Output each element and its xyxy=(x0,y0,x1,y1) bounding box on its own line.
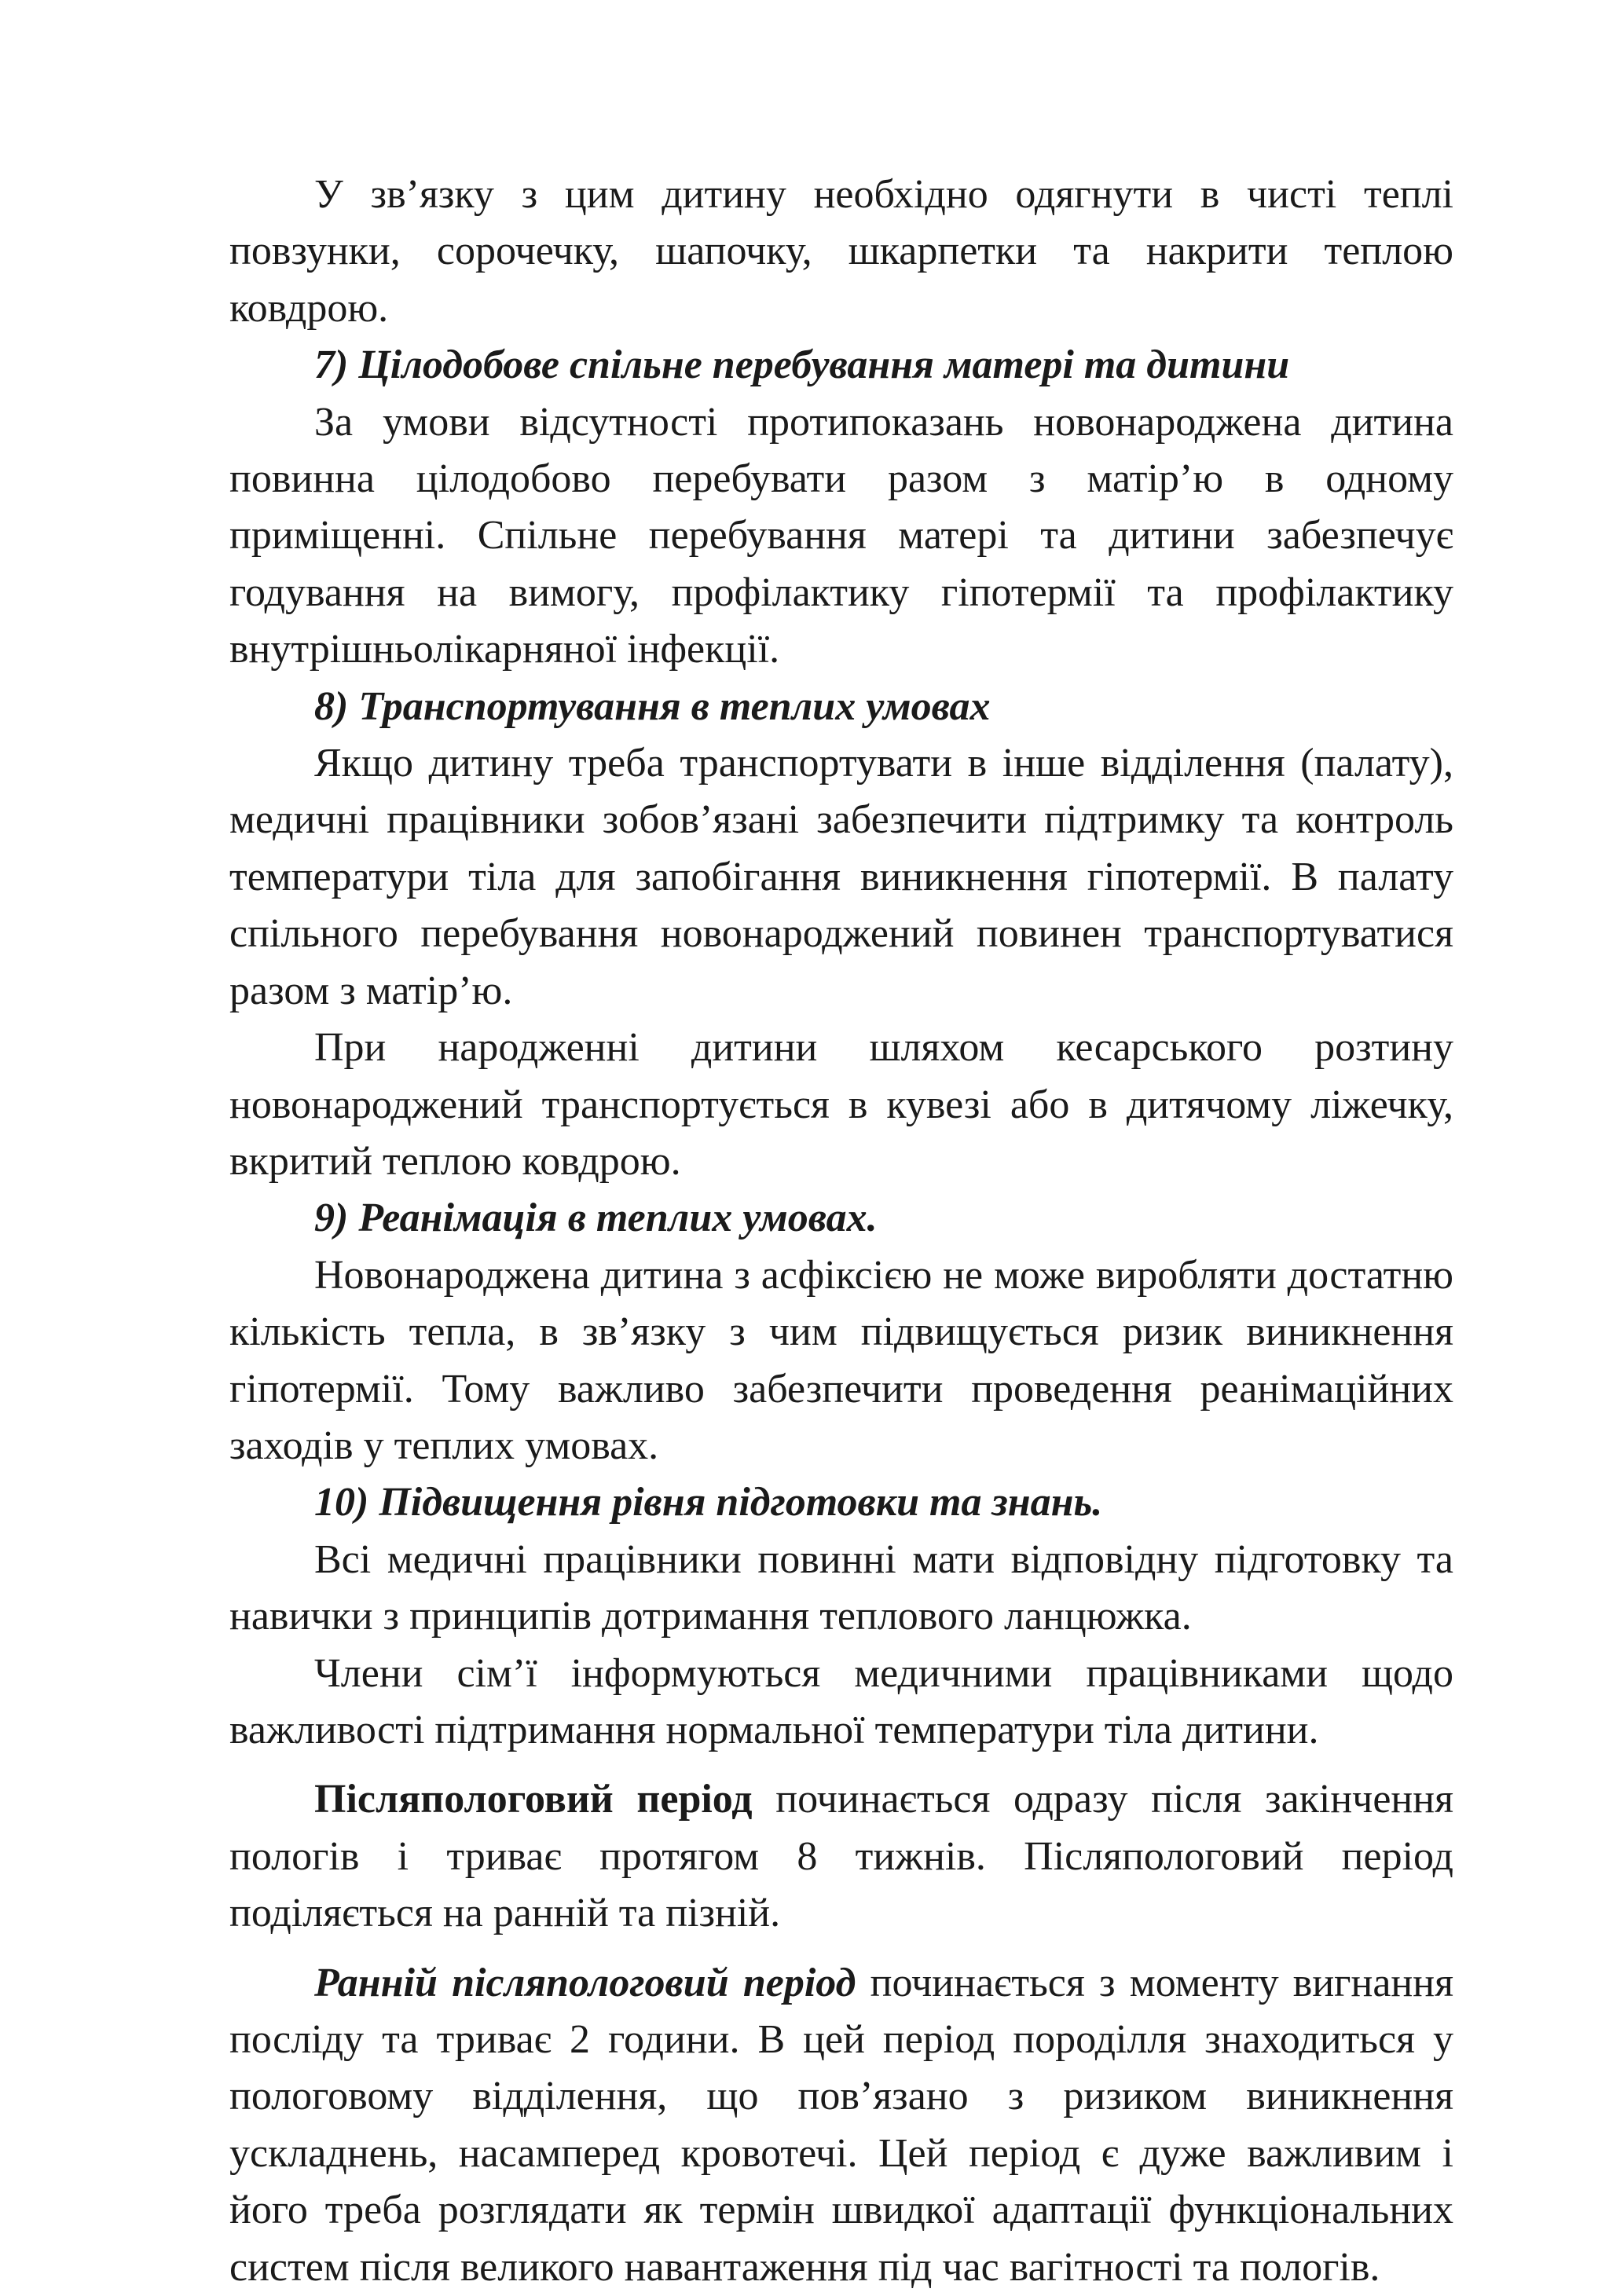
postpartum-text: починається одразу після закінчення пологів і триває протягом 8 тижнів. Післяпологовий період поділяється на ранній та пізній. xyxy=(229,1777,1453,1936)
section-heading: 8) Транспортування в теплих умовах xyxy=(314,683,991,729)
section-heading: 10) Підвищення рівня підготовки та знань. xyxy=(314,1480,1103,1525)
postpartum-term: Післяпологовий період xyxy=(314,1777,753,1822)
paragraph: Всі медичні працівники повинні мати відповідну підготовку та навички з принципів дотримання теплового ланцюжка. xyxy=(229,1536,1453,1639)
section-heading: 9) Реанімація в теплих умовах. xyxy=(314,1196,878,1241)
early-postpartum-paragraph xyxy=(229,1955,1453,2296)
paragraph: Члени сім’ї інформуються медичними працівниками щодо важливості підтримання нормальної температури тіла дитини. xyxy=(229,1650,1453,1752)
paragraph: Якщо дитину треба транспортувати в інше відділення (палату), медичні працівники зобов’язані забезпечити підтримку та контроль температури тіла для запобігання виникнення гіпотермії. В палату спільного перебування новонароджений повинен транспортуватися разом з матір’ю. xyxy=(229,741,1453,1013)
postpartum-paragraph xyxy=(229,1771,1453,1942)
early-postpartum-text: починається з моменту вигнання посліду та триває 2 години. В цей період породілля знаходиться у пологовому відділення, що пов’язано з ризиком виникнення ускладнень, насамперед кровотечі. Цей період є дуже важливим і його треба розглядати як термін швидкої адаптації функціональних систем після великого навантаження під час вагітності та пологів. xyxy=(229,1960,1453,2290)
page-text xyxy=(229,167,1453,2296)
early-postpartum-term: Ранній післяпологовий період xyxy=(314,1960,856,2005)
paragraph: При народженні дитини шляхом кесарського розтину новонароджений транспортується в кувезі або в дитячому ліжечку, вкритий теплою ковдрою. xyxy=(229,1025,1453,1184)
paragraph: За умови відсутності протипоказань новонароджена дитина повинна цілодобово перебувати разом з матір’ю в одному приміщенні. Спільне перебування матері та дитини забезпечує годування на вимогу, профілактику гіпотермії та профілактику внутрішньолікарняної інфекції. xyxy=(229,399,1453,672)
section-heading: 7) Цілодобове спільне перебування матері та дитини xyxy=(314,342,1290,388)
paragraph: У зв’язку з цим дитину необхідно одягнути в чисті теплі повзунки, сорочечку, шапочку, шкарпетки та накрити теплою ковдрою. xyxy=(229,172,1453,331)
paragraph: Новонароджена дитина з асфіксією не може виробляти достатню кількість тепла, в зв’язку з чим підвищується ризик виникнення гіпотермії. Тому важливо забезпечити проведення реанімаційних заходів у теплих умовах. xyxy=(229,1252,1453,1468)
